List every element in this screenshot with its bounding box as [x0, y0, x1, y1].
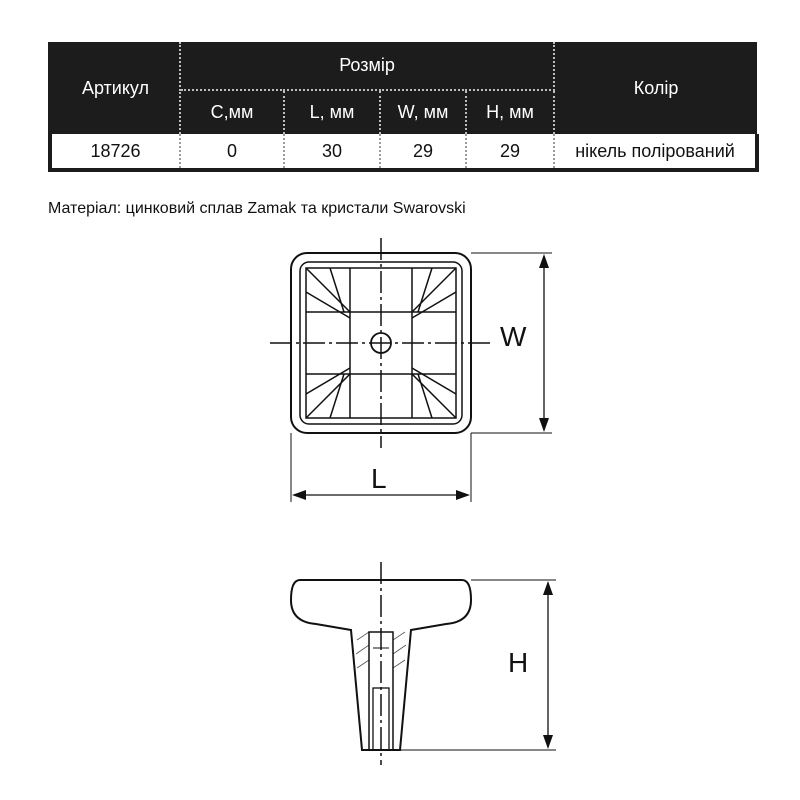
- cell-w: 29: [380, 134, 466, 170]
- cell-l: 30: [284, 134, 380, 170]
- header-article: Артикул: [50, 42, 180, 134]
- header-color: Колір: [554, 42, 757, 134]
- w-arrow-bottom: [539, 418, 549, 432]
- top-view: [270, 238, 552, 502]
- h-arrow-top: [543, 581, 553, 595]
- h-arrow-bottom: [543, 735, 553, 749]
- cell-article: 18726: [50, 134, 180, 170]
- cell-h: 29: [466, 134, 554, 170]
- header-c: C,мм: [180, 90, 284, 134]
- cell-color: нікель полірований: [554, 134, 757, 170]
- l-arrow-right: [456, 490, 470, 500]
- header-size-group: Розмір: [180, 42, 554, 90]
- header-w: W, мм: [380, 90, 466, 134]
- l-arrow-left: [292, 490, 306, 500]
- material-note: Матеріал: цинковий сплав Zamak та кристали Swarovski: [48, 200, 466, 217]
- l-label: L: [371, 463, 387, 494]
- h-label: H: [508, 647, 529, 678]
- cell-c: 0: [180, 134, 284, 170]
- header-h: H, мм: [466, 90, 554, 134]
- side-view: [291, 562, 556, 765]
- w-arrow-top: [539, 254, 549, 268]
- header-l: L, мм: [284, 90, 380, 134]
- w-label: W: [500, 321, 527, 352]
